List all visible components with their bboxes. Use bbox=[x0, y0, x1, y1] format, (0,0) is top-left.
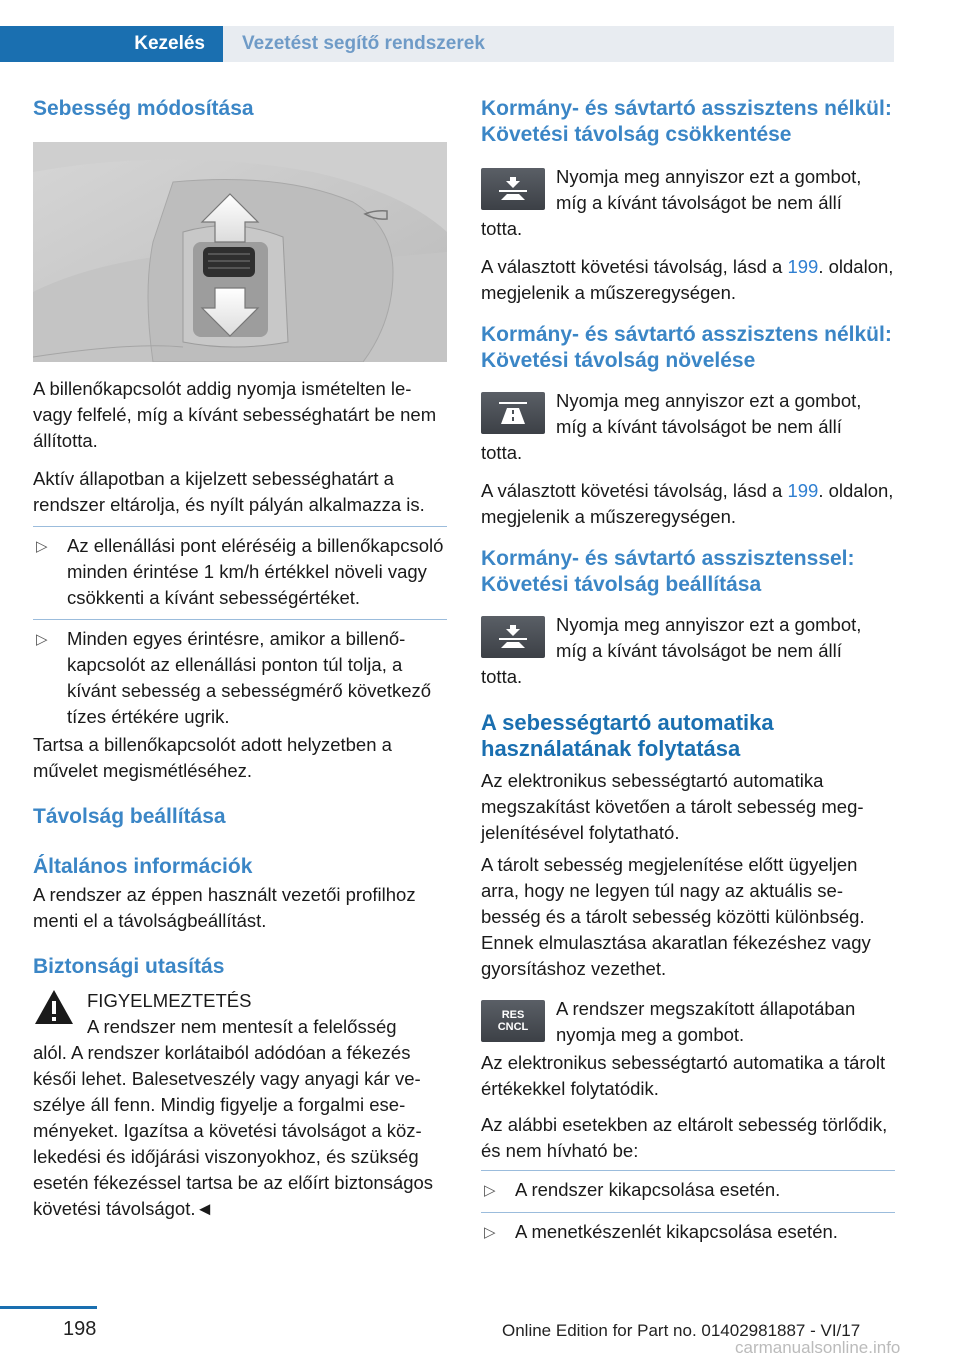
bullet-marker: ▷ bbox=[484, 1182, 496, 1199]
bullet-marker: ▷ bbox=[484, 1224, 496, 1241]
warning-text: alól. A rendszer korlátaiból adódóan a fékezés késői lehet. Balesetveszély vagy anyagi kár veszélye áll fenn. Mindig figyelje a forgalmi eseményeket. Igazítsa a követési távolságot a közlekedési és időjárási viszonyokhoz, és szükség esetén fékezéssel tartsa be az előírt biztonságos követési távolságot.◄ bbox=[33, 1042, 434, 1219]
distance-set-button-icon bbox=[481, 616, 545, 658]
tab-vezetest-segito[interactable]: Vezetést segítő rendszerek bbox=[223, 26, 894, 62]
increase-distance-row: Nyomja meg annyiszor ezt a gombot, míg a kívánt távolságot be nem állí bbox=[481, 388, 895, 440]
res-cncl-button-icon: RES CNCL bbox=[481, 1000, 545, 1042]
paragraph-4: A rendszer az éppen használt vezetői profilhoz menti el a távolságbeállítást. bbox=[33, 884, 416, 931]
distance-increase-button-icon bbox=[481, 392, 545, 434]
set-distance-row: Nyomja meg annyiszor ezt a gombot, míg a kívánt távolságot be nem állí bbox=[481, 612, 895, 664]
tab-kezeles[interactable]: Kezelés bbox=[0, 26, 223, 62]
watermark: carmanualsonline.info bbox=[735, 1338, 901, 1357]
heading-increase-distance: Kormány- és sávtartó asszisztens nélkül: Követési távolság növelése bbox=[481, 323, 892, 372]
heading-decrease-distance: Kormány- és sávtartó asszisztens nélkül: Követési távolság csökkentése bbox=[481, 97, 892, 146]
heading-safety: Biztonsági utasítás bbox=[33, 955, 225, 978]
bullet-marker: ▷ bbox=[36, 631, 48, 648]
list-item: ▷ Minden egyes érintésre, amikor a billenőkapcsolót az ellenállási ponton túl tolja, a kívánt sebesség a sebességmérő következő tízes értékére ugrik. bbox=[33, 626, 447, 730]
page-header bbox=[0, 26, 894, 62]
heading-speed: Sebesség módosítása bbox=[33, 97, 254, 120]
reference-paragraph: A választott követési távolság, lásd a 199. oldalon, megjelenik a műszeregységen. bbox=[481, 256, 894, 303]
decrease-distance-row: Nyomja meg annyiszor ezt a gombot, míg a kívánt távolságot be nem állí bbox=[481, 164, 895, 216]
page-link[interactable]: 199 bbox=[787, 256, 819, 277]
page-number: 198 bbox=[63, 1318, 97, 1340]
reference-paragraph: A választott követési távolság, lásd a 199. oldalon, megjelenik a műszeregységen. bbox=[481, 480, 894, 527]
steering-wheel-illustration bbox=[33, 142, 447, 362]
heading-general: Általános információk bbox=[33, 855, 253, 878]
paragraph-3: Tartsa a billenőkapcsolót adott helyzetben a művelet megismétléséhez. bbox=[33, 734, 392, 781]
right-column: Kormány- és sávtartó asszisztens nélkül: Követési távolság csökkentése Nyomja meg annyiszor ezt a gombot, míg a kívánt távolságot be nem állí totta. A választott követési távolság, lásd a 199. oldalon, megjelenik a műszeregységen. Kormány- és sávtartó asszisztens nélkül: Követési távolság növelése Nyomja meg annyiszor ezt a gombot, míg a kívánt távolságot be nem állí totta. A választott követési távolság, lásd a 199. oldalon, megjelenik a műszeregységen. Kormány- és sávtartó asszisztenssel: Követési távolság beállítása Nyomja meg annyiszor ezt a gombot, míg a kívánt távolságot be nem állí totta. A sebességtartó automatika használatának folytatása Az elektronikus sebességtartó automatika megszakítást követően a tárolt sebesség megjelenítésével folytatható. A tárolt sebesség megjelenítése előtt ügyeljen arra, hogy ne legyen túl nagy az aktuális sebesség és a tárolt sebesség közötti különbség. Ennek elmulasztása akaratlan fékezéshez vagy gyorsításhoz vezethet. RES CNCL A rendszer megszakított állapotában nyomja meg a gombot. Az elektronikus sebességtartó automatika a tárolt értékekkel folytatódik. Az alábbi esetekben az eltárolt sebesség törlődik, és nem hívható be: ▷ A rendszer kikapcsolása esetén. ▷ A menetkészenlét kikapcsolása esetén. bbox=[481, 96, 895, 1254]
paragraph-1: A billenőkapcsolót addig nyomja ismételten le- vagy felfelé, míg a kívánt sebességhatárt be nem állította. bbox=[33, 378, 437, 451]
heading-distance: Távolság beállítása bbox=[33, 805, 226, 828]
footer-accent-line bbox=[0, 1306, 97, 1309]
warning-block bbox=[33, 988, 447, 1040]
list-item: ▷ A menetkészenlét kikapcsolása esetén. bbox=[481, 1219, 895, 1246]
list-item: ▷ A rendszer kikapcsolása esetén. bbox=[481, 1177, 895, 1204]
steering-wheel-image bbox=[33, 142, 447, 362]
page-link[interactable]: 199 bbox=[787, 480, 819, 501]
heading-resume: A sebességtartó automatika használatának folytatása bbox=[481, 710, 774, 761]
warning-triangle-icon bbox=[33, 988, 75, 1026]
warning-text-first: A rendszer nem mentesít a felelősség bbox=[87, 1016, 397, 1037]
bullet-marker: ▷ bbox=[36, 538, 48, 555]
list-item: ▷ Az ellenállási pont eléréséig a billenőkapcsoló minden érintése 1 km/h értékkel növeli vagy csökkenti a kívánt sebességértéket. bbox=[33, 533, 447, 611]
edition-text: Online Edition for Part no. 01402981887 - VI/17 bbox=[502, 1321, 861, 1340]
heading-set-distance: Kormány- és sávtartó asszisztenssel: Követési távolság beállítása bbox=[481, 547, 855, 596]
distance-decrease-button-icon bbox=[481, 168, 545, 210]
left-column bbox=[33, 96, 447, 1234]
res-cncl-row: RES CNCL A rendszer megszakított állapotában nyomja meg a gombot. bbox=[481, 996, 895, 1048]
paragraph-2: Aktív állapotban a kijelzett sebességhatárt a rendszer eltárolja, és nyílt pályán alkalmazza is. bbox=[33, 468, 425, 515]
warning-title: FIGYELMEZTETÉS bbox=[87, 990, 252, 1011]
